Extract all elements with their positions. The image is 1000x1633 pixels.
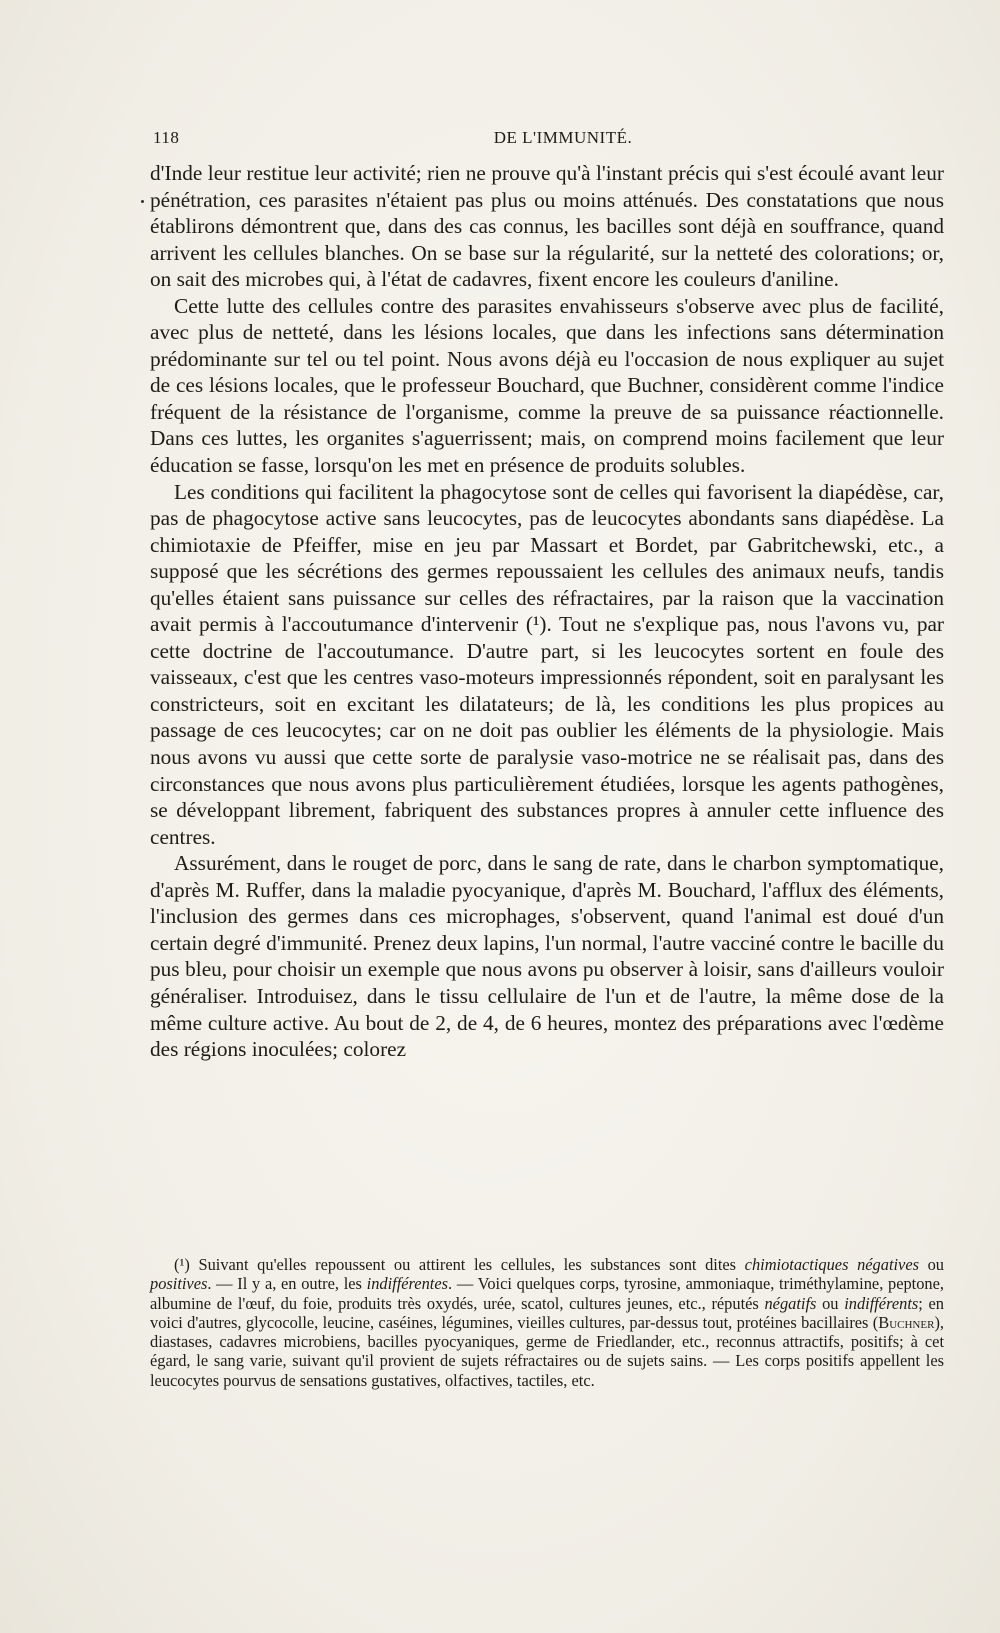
footnote-text: ; en voici d'autres, glycocolle, leucine, caséines, légumines, vieilles cultures, par-dessus tout, protéines bacillaires (	[150, 1293, 944, 1332]
footnote-mark: (¹)	[174, 1255, 190, 1274]
page-number: 118	[153, 128, 180, 147]
footnote-term: chimiotactiques négatives	[744, 1255, 919, 1274]
body-text	[150, 160, 944, 1063]
footnote-text: ou	[816, 1293, 845, 1313]
footnote-term: indifférentes	[366, 1274, 448, 1294]
running-head	[150, 128, 960, 152]
paragraph-4: Assurément, dans le rouget de porc, dans le sang de rate, dans le charbon symptomatique, d'après M. Ruffer, dans la maladie pyocyanique, d'après M. Bouchard, l'afflux des éléments, l'inclusion des germes dans ces microphages, s'observent, quand l'animal est doué d'un certain degré d'immunité. Prenez deux lapins, l'un normal, l'autre vacciné contre le bacille du pus bleu, pour choisir un exemple que nous avons pu observer à loisir, sans d'ailleurs vouloir généraliser. Introduisez, dans le tissu cellulaire de l'un et de l'autre, la même dose de la même culture active. Au bout de 2, de 4, de 6 heures, montez des préparations avec l'œdème des régions inoculées; colorez	[150, 851, 944, 1062]
footnote-text: Suivant qu'elles repoussent ou attirent les cellules, les substances sont dites	[189, 1255, 745, 1274]
footnote-text: . — Il y a, en outre, les	[207, 1274, 367, 1294]
footnote-term: positives	[150, 1274, 208, 1294]
paragraph-3	[150, 479, 944, 851]
footnote-reference: (¹)	[525, 612, 547, 637]
footnote-author: Buchner	[878, 1312, 935, 1332]
footnote-text: ou	[918, 1255, 944, 1274]
footnotes	[150, 1255, 944, 1390]
paragraph-1: d'Inde leur restitue leur activité; rien ne prouve qu'à l'instant précis qui s'est écoulé avant leur pénétration, ces parasites n'étaient pas plus ou moins atténués. Des constatations que nous établirons démontrent que, dans des cas connus, les bacilles sont déjà en souffrance, quand arrivent les cellules blanches. On se base sur la régularité, sur la netteté des colorations; or, on sait des microbes qui, à l'état de cadavres, fixent encore les couleurs d'aniline.	[150, 161, 944, 292]
paragraph-3-text: Les conditions qui facilitent la phagocytose sont de celles qui favorisent la diapédèse, car, pas de phagocytose active sans leucocytes, pas de leucocytes abondants sans diapédèse. La chimiotaxie de Pfeiffer, mise en jeu par Massart et Bordet, par Gabritchewski, etc., a supposé que les sécrétions des germes repoussaient les cellules des animaux neufs, tandis qu'elles étaient sans puissance sur celles des réfractaires, par la raison que la vaccination avait permis à l'accoutumance d'intervenir	[150, 479, 944, 637]
footnote-text: ), diastases, cadavres microbiens, bacilles pyocyaniques, germe de Friedlander, etc., reconnus attractifs, positifs; à cet égard, le sang varie, suivant qu'il provient de sujets réfractaires ou de sujets sains. — Les corps positifs appellent les leucocytes pourvus de sensations gustatives, olfactives, tactiles, etc.	[150, 1312, 944, 1390]
running-title: DE L'IMMUNITÉ.	[493, 128, 633, 147]
paragraph-2: Cette lutte des cellules contre des parasites envahisseurs s'observe avec plus de facilité, avec plus de netteté, dans les lésions locales, que dans les infections sans détermination prédominante sur tel ou tel point. Nous avons déjà eu l'occasion de nous expliquer au sujet de ces lésions locales, que le professeur Bouchard, que Buchner, considèrent comme l'indice fréquent de la résistance de l'organisme, comme la preuve de sa puissance réactionnelle. Dans ces luttes, les organites s'aguerrissent; mais, on comprend moins facilement que leur éducation se fasse, lorsqu'on les met en présence de produits solubles.	[150, 293, 944, 478]
footnote-term: négatifs	[764, 1293, 817, 1313]
footnote-text: . — Voici quelques corps, tyrosine, ammoniaque, triméthylamine, peptone, albumine de l'œuf, du foie, produits très oxydés, urée, scatol, cultures jeunes, etc., réputés	[150, 1274, 944, 1313]
margin-speck	[141, 200, 144, 203]
footnote-term: indifférents	[844, 1293, 919, 1313]
footnote-1	[150, 1255, 944, 1390]
paragraph-3-continuation: . Tout ne s'explique pas, nous l'avons vu, par cette doctrine de l'accoutumance. D'autre part, si les leucocytes sortent en foule des vaisseaux, c'est que les centres vaso-moteurs impressionnés répondent, soit en paralysant les constricteurs, soit en excitant les dilatateurs; de là, les conditions les plus propices au passage de ces leucocytes; car on ne doit pas oublier les éléments de la physiologie. Mais nous avons vu aussi que cette sorte de paralysie vaso-motrice ne se réalisait pas, dans des circonstances que nous avons plus particulièrement étudiées, lorsque les agents pathogènes, se développant librement, fabriquent des substances propres à annuler cette influence des centres.	[150, 612, 945, 849]
